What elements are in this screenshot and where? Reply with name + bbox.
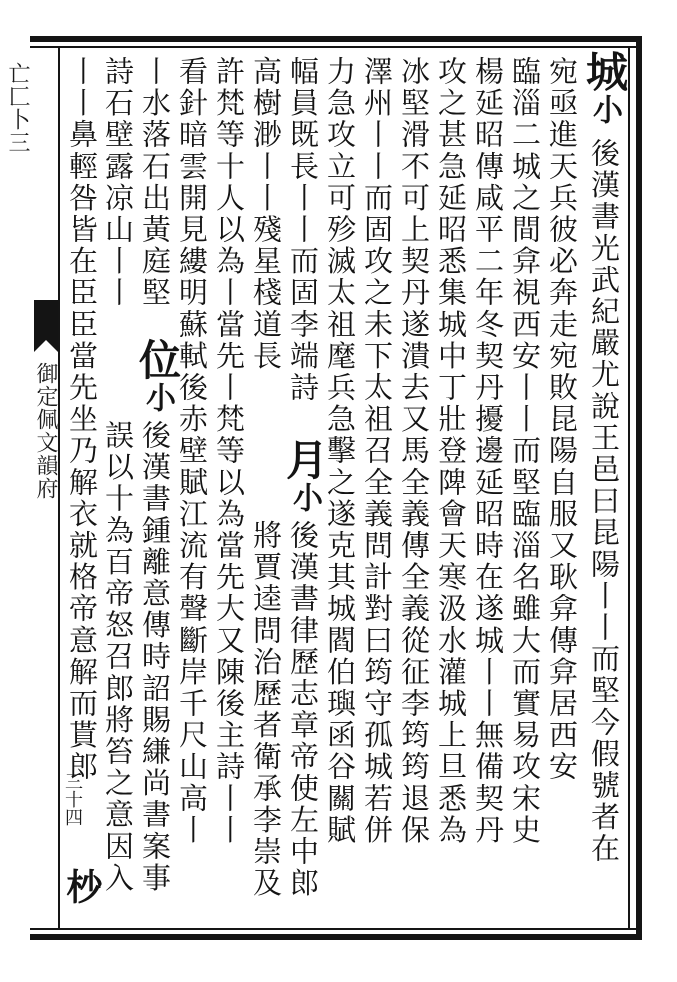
heading-char: 月 xyxy=(280,438,329,482)
text-column-9: 幅員既長丨丨而固李端詩 xyxy=(286,56,320,404)
heading-sub: 小 xyxy=(287,482,322,514)
folio-number: 三十四 xyxy=(62,772,83,826)
text-column-13: 後漢書鍾離意傳時詔賜縑尚書案事 xyxy=(138,420,172,894)
text-column-3: 臨淄二城之間弇視西安丨丨而堅臨淄名雖大而實易攻宋史 xyxy=(508,56,542,846)
rhyme-heading-wei xyxy=(133,338,181,414)
top-border-thin xyxy=(30,46,636,48)
text-column-7: 澤州丨丨而固攻之未下太祖召全義問計對曰筠守孤城若併 xyxy=(360,56,394,846)
text-column-1 xyxy=(578,50,629,930)
book-title: 御定佩文韻府 xyxy=(33,362,58,500)
fishtail-mark xyxy=(34,300,58,340)
rhyme-heading-miao xyxy=(62,868,102,906)
text-column-16: 丨丨鼻輕咎皆在臣臣當先坐乃解衣就格帝意解而貰郎 xyxy=(65,56,99,783)
column-text: 後漢書光武紀嚴尤說王邑曰昆陽丨丨而堅今假號者在 xyxy=(587,138,621,865)
text-column-10: 高樹渺丨丨殘星棧道長 xyxy=(249,56,283,372)
text-column-9-tail: 後漢書律歷志章帝使左中郎 xyxy=(286,520,320,900)
top-border-thick xyxy=(30,36,642,42)
text-column-12: 看針暗雲開見縷明蘇軾後赤壁賦江流有聲斷岸千尺山高丨 xyxy=(175,56,209,846)
text-column-8: 力急攻立可殄滅太祖麾兵急擊之遂克其城閻伯璵函谷關賦 xyxy=(323,56,357,846)
heading-char: 城 xyxy=(580,50,629,94)
text-column-6: 冰堅滑不可上契丹遂潰去又馬全義傳全義從征李筠筠退保 xyxy=(397,56,431,846)
rhyme-heading-yue xyxy=(280,438,328,514)
heading-sub: 小 xyxy=(140,382,175,414)
heading-sub: 小 xyxy=(587,94,622,126)
text-column-10-tail: 將賈逵問治歷者衛承李崇及 xyxy=(249,520,283,900)
text-column-11: 許梵等十人以為丨當先丨梵等以為當先大又陳後主詩丨丨 xyxy=(212,56,246,846)
text-column-2: 宛亟進天兵彼必奔走宛敗昆陽自服又耿弇傳弇居西安 xyxy=(545,56,579,783)
rhyme-heading-cheng xyxy=(580,50,628,126)
heading-char: 位 xyxy=(133,338,182,382)
text-column-14: 詩石壁露凉山丨丨 xyxy=(101,56,135,309)
text-column-5: 攻之甚急延昭悉集城中丁壯登陴會天寒汲水灌城上旦悉為 xyxy=(434,56,468,846)
text-column-13-pre: 丨水落石出黃庭堅 xyxy=(138,56,172,309)
right-border-thick xyxy=(636,36,642,940)
heading-char: 杪 xyxy=(61,868,103,906)
margin-edge-glyphs: 亡匚卜三 xyxy=(5,62,30,154)
right-border-thin xyxy=(628,46,630,930)
text-column-14-tail: 誤以十為百帝怒召郎將笞之意因入 xyxy=(101,420,135,894)
text-column-4: 楊延昭傳咸平二年冬契丹擾邊延昭時在遂城丨丨無備契丹 xyxy=(471,56,505,846)
